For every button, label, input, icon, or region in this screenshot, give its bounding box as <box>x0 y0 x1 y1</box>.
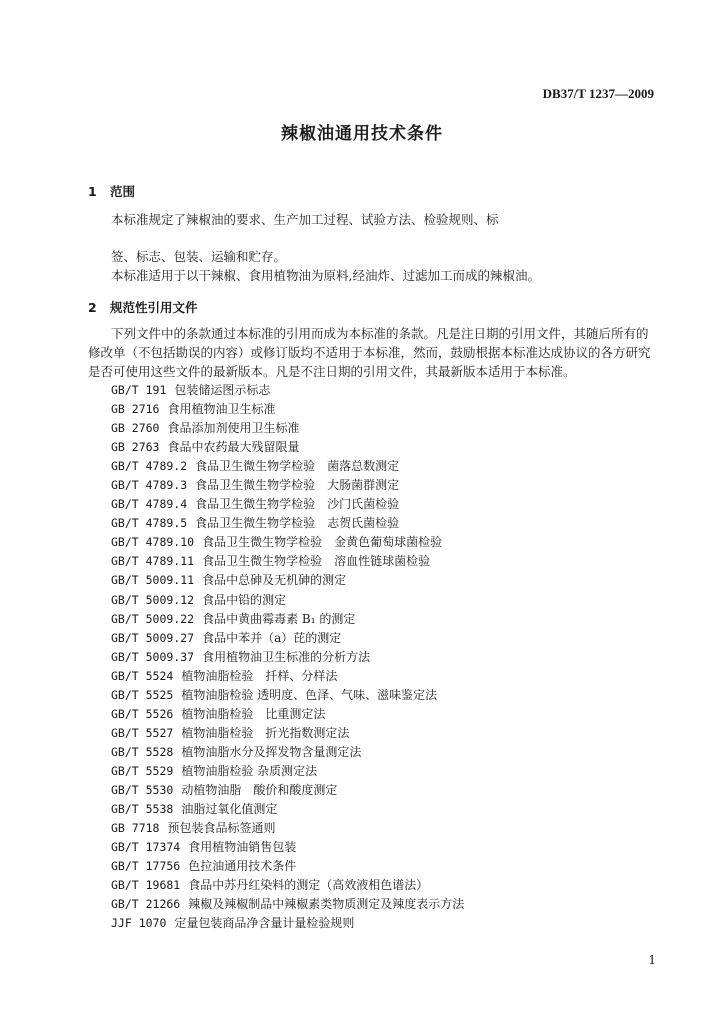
section-1-title: 范围 <box>110 184 136 199</box>
reference-code: GB/T 4789.11 <box>111 554 195 569</box>
reference-code: GB/T 5009.22 <box>111 611 195 626</box>
reference-code: GB/T 4789.2 <box>111 459 188 474</box>
reference-title: 辣椒及辣椒制品中辣椒素类物质测定及辣度表示方法 <box>188 897 465 912</box>
reference-item <box>111 571 464 590</box>
reference-code: JJF 1070 <box>111 916 167 931</box>
reference-code: GB 2763 <box>111 440 160 455</box>
reference-title: 预包装食品标签通则 <box>167 821 276 836</box>
reference-title: 油脂过氧化值测定 <box>181 802 278 817</box>
reference-title: 食用植物油销售包装 <box>188 840 297 855</box>
document-title: 辣椒油通用技术条件 <box>281 124 443 144</box>
reference-code: GB/T 4789.3 <box>111 478 188 493</box>
reference-item <box>111 895 464 914</box>
reference-title: 食品中总砷及无机砷的测定 <box>202 573 347 588</box>
reference-title: 食品卫生微生物学检验 大肠菌群测定 <box>195 478 400 493</box>
reference-item <box>111 686 464 705</box>
reference-title: 食品中苯并（a）芘的测定 <box>202 630 342 645</box>
reference-code: GB/T 5530 <box>111 782 174 797</box>
reference-item <box>111 762 464 781</box>
references-intro-line-3: 是否可使用这些文件的最新版本。凡是不注日期的引用文件，其最新版本适用于本标准。 <box>88 364 576 379</box>
reference-code: GB/T 191 <box>111 383 167 397</box>
reference-title: 食品中农药最大残留限量 <box>167 440 300 455</box>
reference-code: GB/T 5009.27 <box>111 630 195 645</box>
reference-item <box>111 610 464 629</box>
reference-title: 食用植物油卫生标准 <box>167 402 276 417</box>
reference-code: GB 2716 <box>111 402 160 417</box>
reference-code: GB/T 4789.4 <box>111 497 188 512</box>
reference-title: 动植物油脂 酸价和酸度测定 <box>181 782 338 797</box>
reference-title: 植物油脂检验 透明度、色泽、气味、滋味鉴定法 <box>181 687 438 702</box>
reference-item <box>111 876 464 895</box>
reference-code: GB/T 5525 <box>111 687 174 702</box>
section-2-title: 规范性引用文件 <box>110 300 198 315</box>
reference-title: 色拉油通用技术条件 <box>188 859 297 874</box>
reference-title: 植物油脂检验 扦样、分样法 <box>181 668 338 683</box>
reference-item <box>111 648 464 667</box>
reference-item <box>111 591 464 610</box>
reference-item <box>111 400 464 419</box>
reference-item <box>111 857 464 876</box>
reference-title: 食品卫生微生物学检验 金黄色葡萄球菌检验 <box>202 535 443 550</box>
reference-code: GB/T 4789.5 <box>111 516 188 531</box>
reference-code: GB/T 5538 <box>111 802 174 817</box>
references-intro-line-1: 下列文件中的条款通过本标准的引用而成为本标准的条款。凡是注日期的引用文件，其随后所有的 <box>111 326 649 341</box>
reference-title: 植物油脂检验 杂质测定法 <box>181 763 318 778</box>
reference-title: 食品中黄曲霉毒素 B₁ 的测定 <box>202 611 356 626</box>
reference-title: 植物油脂水分及挥发物含量测定法 <box>181 744 362 759</box>
references-intro-line-2: 修改单（不包括勘误的内容）或修订版均不适用于本标准，然而，鼓励根据本标准达成协议的各方研究 <box>88 345 651 360</box>
reference-title: 定量包装商品净含量计量检验规则 <box>174 916 355 931</box>
reference-item <box>111 438 464 457</box>
reference-title: 食品卫生微生物学检验 沙门氏菌检验 <box>195 497 400 512</box>
reference-code: GB/T 21266 <box>111 897 181 912</box>
reference-item <box>111 781 464 800</box>
section-1-number: 1 <box>88 184 97 199</box>
reference-title: 食品中苏丹红染料的测定（高效液相色谱法） <box>188 878 429 893</box>
reference-code: GB/T 5524 <box>111 668 174 683</box>
scope-paragraph-1-line-2: 签、标志、包装、运输和贮存。 <box>111 249 287 264</box>
reference-code: GB/T 5527 <box>111 725 174 740</box>
reference-title: 包装储运图示标志 <box>174 383 271 397</box>
reference-item <box>111 495 464 514</box>
reference-code: GB/T 5526 <box>111 706 174 721</box>
reference-code: GB/T 5529 <box>111 763 174 778</box>
reference-title: 植物油脂检验 比重测定法 <box>181 706 326 721</box>
reference-title: 食品添加剂使用卫生标准 <box>167 421 300 436</box>
reference-item <box>111 743 464 762</box>
reference-item <box>111 914 464 933</box>
reference-item <box>111 457 464 476</box>
reference-title: 植物油脂检验 折光指数测定法 <box>181 725 350 740</box>
reference-title: 食品中铅的测定 <box>202 592 287 607</box>
reference-item <box>111 514 464 533</box>
reference-code: GB/T 5009.11 <box>111 573 195 588</box>
standard-code: DB37/T 1237—2009 <box>542 86 654 101</box>
reference-code: GB/T 5009.37 <box>111 649 195 664</box>
reference-item <box>111 629 464 648</box>
reference-title: 食品卫生微生物学检验 菌落总数测定 <box>195 459 400 474</box>
reference-code: GB 2760 <box>111 421 160 436</box>
reference-code: GB/T 19681 <box>111 878 181 893</box>
reference-code: GB/T 17756 <box>111 859 181 874</box>
reference-item <box>111 552 464 571</box>
reference-item <box>111 705 464 724</box>
reference-code: GB 7718 <box>111 821 160 836</box>
reference-item <box>111 419 464 438</box>
scope-paragraph-2: 本标准适用于以干辣椒、食用植物油为原料,经油炸、过滤加工而成的辣椒油。 <box>111 268 540 283</box>
reference-item <box>111 381 464 400</box>
reference-item <box>111 724 464 743</box>
reference-code: GB/T 17374 <box>111 840 181 855</box>
reference-item <box>111 533 464 552</box>
section-1-heading <box>88 182 135 200</box>
reference-item <box>111 800 464 819</box>
reference-item <box>111 838 464 857</box>
reference-title: 食品卫生微生物学检验 志贺氏菌检验 <box>195 516 400 531</box>
page-number: 1 <box>648 953 656 967</box>
reference-code: GB/T 4789.10 <box>111 535 195 550</box>
reference-code: GB/T 5009.12 <box>111 592 195 607</box>
section-2-number: 2 <box>88 300 97 315</box>
reference-title: 食用植物油卫生标准的分析方法 <box>202 649 371 664</box>
normative-references-list <box>111 381 464 933</box>
reference-item <box>111 476 464 495</box>
section-2-heading <box>88 298 198 316</box>
reference-item <box>111 667 464 686</box>
reference-code: GB/T 5528 <box>111 744 174 759</box>
reference-title: 食品卫生微生物学检验 溶血性链球菌检验 <box>202 554 431 569</box>
scope-paragraph-1-line-1: 本标准规定了辣椒油的要求、生产加工过程、试验方法、检验规则、标 <box>111 212 499 227</box>
reference-item <box>111 819 464 838</box>
